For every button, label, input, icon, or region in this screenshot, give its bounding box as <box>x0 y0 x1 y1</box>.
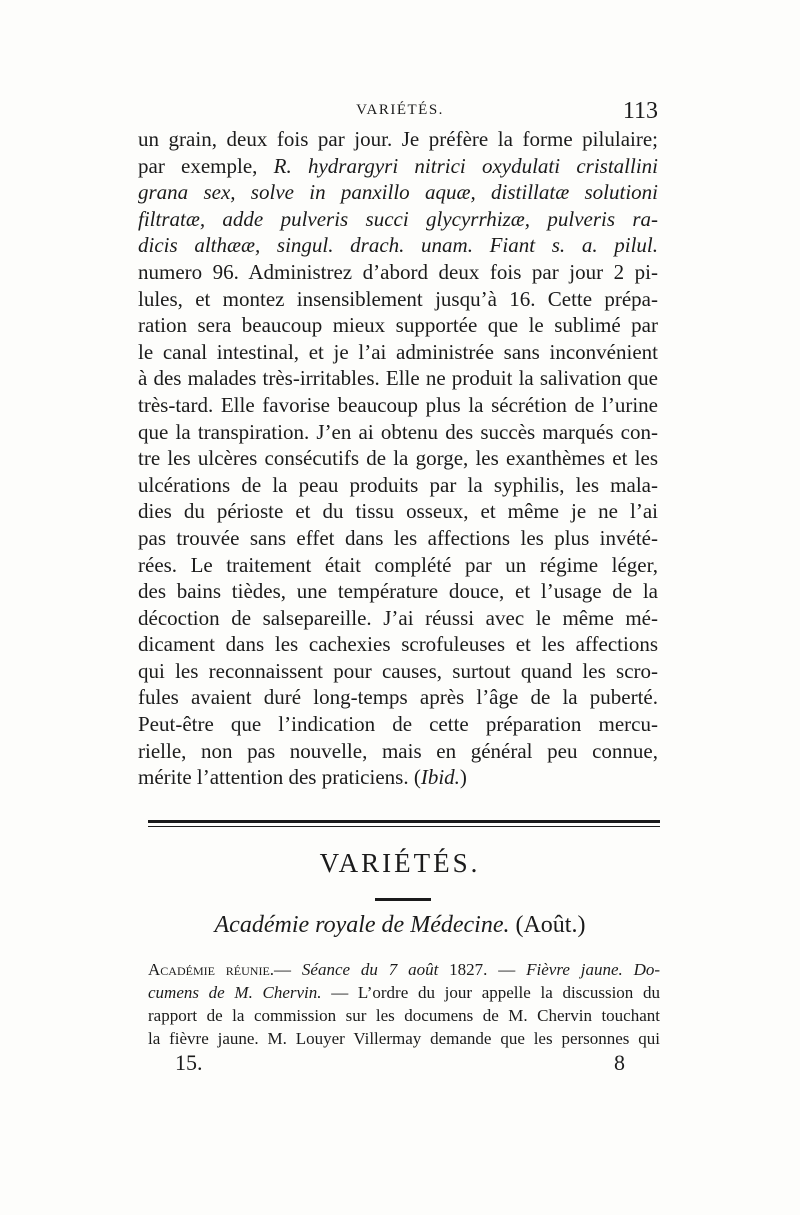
report-line-segment: Séance du 7 août <box>301 960 439 979</box>
text-line <box>138 445 658 472</box>
text-line <box>138 339 658 366</box>
report-line <box>148 1004 660 1027</box>
text-line-segment: dicament dans les cachexies scrofuleuses et les affections <box>138 632 658 657</box>
report-line-segment: la fièvre jaune. M. Louyer Villermay demande que les personnes qui <box>148 1029 660 1048</box>
running-head <box>140 98 660 128</box>
text-line-segment: mérite l’attention des praticiens. ( <box>138 765 421 790</box>
text-line-segment: très-tard. Elle favorise beaucoup plus la sécrétion de l’urine <box>138 392 658 417</box>
main-paragraph <box>138 126 658 791</box>
text-line-segment: à des malades très-irritables. Elle ne produit la salivation que <box>138 366 658 391</box>
text-line <box>138 684 658 711</box>
divider-thin-rule <box>148 826 660 827</box>
text-line-segment: que la transpiration. J’en ai obtenu des succès marqués con- <box>138 419 658 444</box>
text-line <box>138 711 658 738</box>
text-line <box>138 259 658 286</box>
page-number: 113 <box>622 98 658 124</box>
text-line <box>138 419 658 446</box>
text-line-segment: ration sera beaucoup mieux supportée que le sublimé par <box>138 313 658 338</box>
title-underline-rule <box>375 898 431 901</box>
subsection-title <box>140 912 660 939</box>
text-line <box>138 126 658 153</box>
text-line-segment: rielle, non pas nouvelle, mais en général peu connue, <box>138 738 658 763</box>
text-line-segment: le canal intestinal, et je l’ai administrée sans inconvénient <box>138 339 658 364</box>
subsection-title-italic: Académie royale de Médecine. <box>214 912 510 938</box>
text-line-segment: qui les reconnaissent pour causes, surtout quand les scro- <box>138 658 658 683</box>
text-line-segment: filtratæ, adde pulveris succi glycyrrhizæ, pulveris ra- <box>138 206 658 231</box>
text-line-segment: Peut-être que l’indication de cette préparation mercu- <box>138 712 658 737</box>
text-line <box>138 498 658 525</box>
text-line <box>138 605 658 632</box>
subsection-title-date: (Août.) <box>509 912 586 938</box>
report-line-segment: .— <box>269 960 302 979</box>
signature-number: 8 <box>614 1050 625 1075</box>
report-line-segment: 1827. — <box>438 960 527 979</box>
text-line <box>138 578 658 605</box>
text-line-segment: rées. Le traitement était complété par un régime léger, <box>138 552 658 577</box>
text-line <box>138 552 658 579</box>
text-line <box>138 179 658 206</box>
text-line-segment: fules avaient duré long-temps après l’âge de la puberté. <box>138 685 658 710</box>
text-line-segment: dicis althææ, singul. drach. unam. Fiant s. a. pilul. <box>138 233 658 258</box>
text-line-segment: grana sex, solve in panxillo aquæ, distillatæ solutioni <box>138 180 658 205</box>
text-line-segment: ulcérations de la peau produits par la syphilis, les mala- <box>138 472 658 497</box>
report-paragraph <box>148 958 660 1050</box>
divider-thick-rule <box>148 820 660 823</box>
text-line <box>138 658 658 685</box>
text-line <box>138 206 658 233</box>
text-line <box>138 738 658 765</box>
text-line <box>138 365 658 392</box>
page-footer <box>175 1050 625 1080</box>
report-line-segment: — L’ordre du jour appelle la discussion du <box>321 983 660 1002</box>
text-line-segment: décoction de salsepareille. J’ai réussi avec le même mé- <box>138 605 658 630</box>
text-line-segment: ) <box>459 765 467 790</box>
text-line-segment: lules, et montez insensiblement jusqu’à 16. Cette prépa- <box>138 286 658 311</box>
text-line-segment: un grain, deux fois par jour. Je préfère la forme pilulaire; <box>138 127 658 151</box>
text-line <box>138 392 658 419</box>
report-line-segment: Fièvre jaune. Do- <box>526 960 660 979</box>
text-line-segment: dies du périoste et du tissu osseux, et même je ne l’ai <box>138 499 658 524</box>
text-line-segment: pas trouvée sans effet dans les affections les plus invété- <box>138 525 658 550</box>
text-line <box>138 631 658 658</box>
text-line <box>138 232 658 259</box>
text-line <box>138 312 658 339</box>
report-line <box>148 981 660 1004</box>
text-line-segment: R. hydrargyri nitrici oxydulati cristallini <box>273 153 658 178</box>
text-line <box>138 286 658 313</box>
running-title: VARIÉTÉS. <box>356 102 444 118</box>
text-line <box>138 525 658 552</box>
section-title: VARIÉTÉS. <box>319 848 481 878</box>
text-line <box>138 764 658 791</box>
text-line-segment: des bains tièdes, une température douce, et l’usage de la <box>138 579 658 604</box>
report-line-segment: Académie réunie <box>148 960 270 979</box>
text-line-segment: Ibid. <box>420 765 460 790</box>
signature-mark: 15. <box>175 1050 203 1075</box>
report-line-segment: cumens de M. Chervin. <box>148 983 322 1002</box>
text-line <box>138 472 658 499</box>
report-line-segment: rapport de la commission sur les documens de M. Chervin touchant <box>148 1006 660 1025</box>
text-line <box>138 153 658 180</box>
report-line <box>148 958 660 981</box>
text-line-segment: numero 96. Administrez d’abord deux fois par jour 2 pi- <box>138 259 658 284</box>
report-line <box>148 1027 660 1050</box>
section-divider <box>148 820 660 830</box>
text-line-segment: tre les ulcères consécutifs de la gorge, les exanthèmes et les <box>138 446 658 471</box>
text-line-segment: par exemple, <box>138 153 274 178</box>
